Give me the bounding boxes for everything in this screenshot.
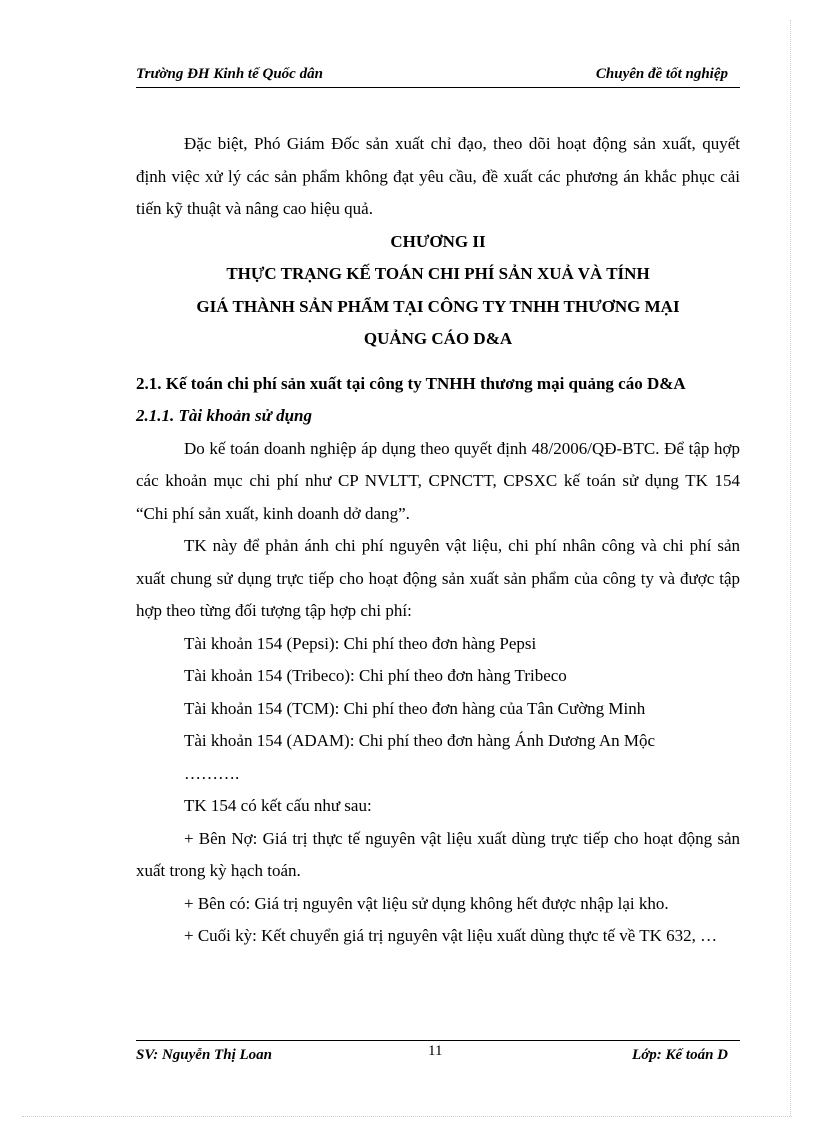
page-number: 11 — [428, 1043, 443, 1059]
debit-side: + Bên Nợ: Giá trị thực tế nguyên vật liệu xuất dùng trực tiếp cho hoạt động sản xuất trong kỳ hạch toán. — [136, 828, 740, 880]
paragraph-account-used: Do kế toán doanh nghiệp áp dụng theo quyết định 48/2006/QĐ-BTC. Để tập hợp các khoản mục chi phí như CP NVLTT, CPNCTT, CPSXC kế toán sử dụng TK 154 “Chi phí sản xuất, kinh doanh dở dang”. — [136, 438, 740, 523]
account-item: Tài khoản 154 (TCM): Chi phí theo đơn hàng của Tân Cường Minh — [184, 698, 646, 718]
credit-side: + Bên có: Giá trị nguyên vật liệu sử dụng không hết được nhập lại kho. — [184, 893, 669, 913]
footer-student-name: SV: Nguyễn Thị Loan — [136, 1047, 272, 1063]
chapter-title-line-3: QUẢNG CÁO D&A — [363, 329, 513, 348]
paragraph-account-purpose: TK này để phản ánh chi phí nguyên vật liệu, chi phí nhân công và chi phí sản xuất chung sử dụng trực tiếp cho hoạt động sản xuất sản phẩm của công ty và được tập hợp theo từng đối tượng tập hợp chi phí: — [136, 536, 740, 620]
period-end: + Cuối kỳ: Kết chuyển giá trị nguyên vật liệu xuất dùng thực tế về TK 632, … — [184, 926, 718, 945]
chapter-title-line-1: THỰC TRẠNG KẾ TOÁN CHI PHÍ SẢN XUẢ VÀ TÍNH — [226, 264, 650, 283]
structure-intro: TK 154 có kết cấu như sau: — [184, 796, 372, 815]
ellipsis: ………. — [184, 763, 240, 783]
page-header — [136, 63, 740, 88]
chapter-title-line-2: GIÁ THÀNH SẢN PHẨM TẠI CÔNG TY TNHH THƯƠNG MẠI — [196, 296, 680, 316]
footer-class: Lớp: Kế toán D — [632, 1047, 728, 1063]
page-edge-bottom — [22, 1116, 792, 1117]
account-item: Tài khoản 154 (Tribeco): Chi phí theo đơn hàng Tribeco — [184, 666, 567, 685]
account-item: Tài khoản 154 (ADAM): Chi phí theo đơn hàng Ánh Dương An Mộc — [184, 731, 656, 750]
section-heading: 2.1. Kế toán chi phí sản xuất tại công ty TNHH thương mại quảng cáo D&A — [136, 373, 686, 393]
page-footer — [136, 1040, 740, 1071]
chapter-number: CHƯƠNG II — [390, 231, 486, 251]
intro-paragraph: Đặc biệt, Phó Giám Đốc sản xuất chỉ đạo, theo dõi hoạt động sản xuất, quyết định việc xử lý các sản phẩm không đạt yêu cầu, đề xuất các phương án khắc phục cải tiến kỹ thuật và nâng cao hiệu quả. — [136, 134, 740, 218]
page-edge-right — [790, 20, 791, 1116]
header-university: Trường ĐH Kinh tế Quốc dân — [136, 66, 323, 82]
account-item: Tài khoản 154 (Pepsi): Chi phí theo đơn hàng Pepsi — [184, 633, 537, 653]
header-document-type: Chuyên đề tốt nghiệp — [595, 66, 728, 82]
subsection-heading: 2.1.1. Tài khoản sử dụng — [136, 406, 312, 425]
page-content — [136, 128, 740, 953]
